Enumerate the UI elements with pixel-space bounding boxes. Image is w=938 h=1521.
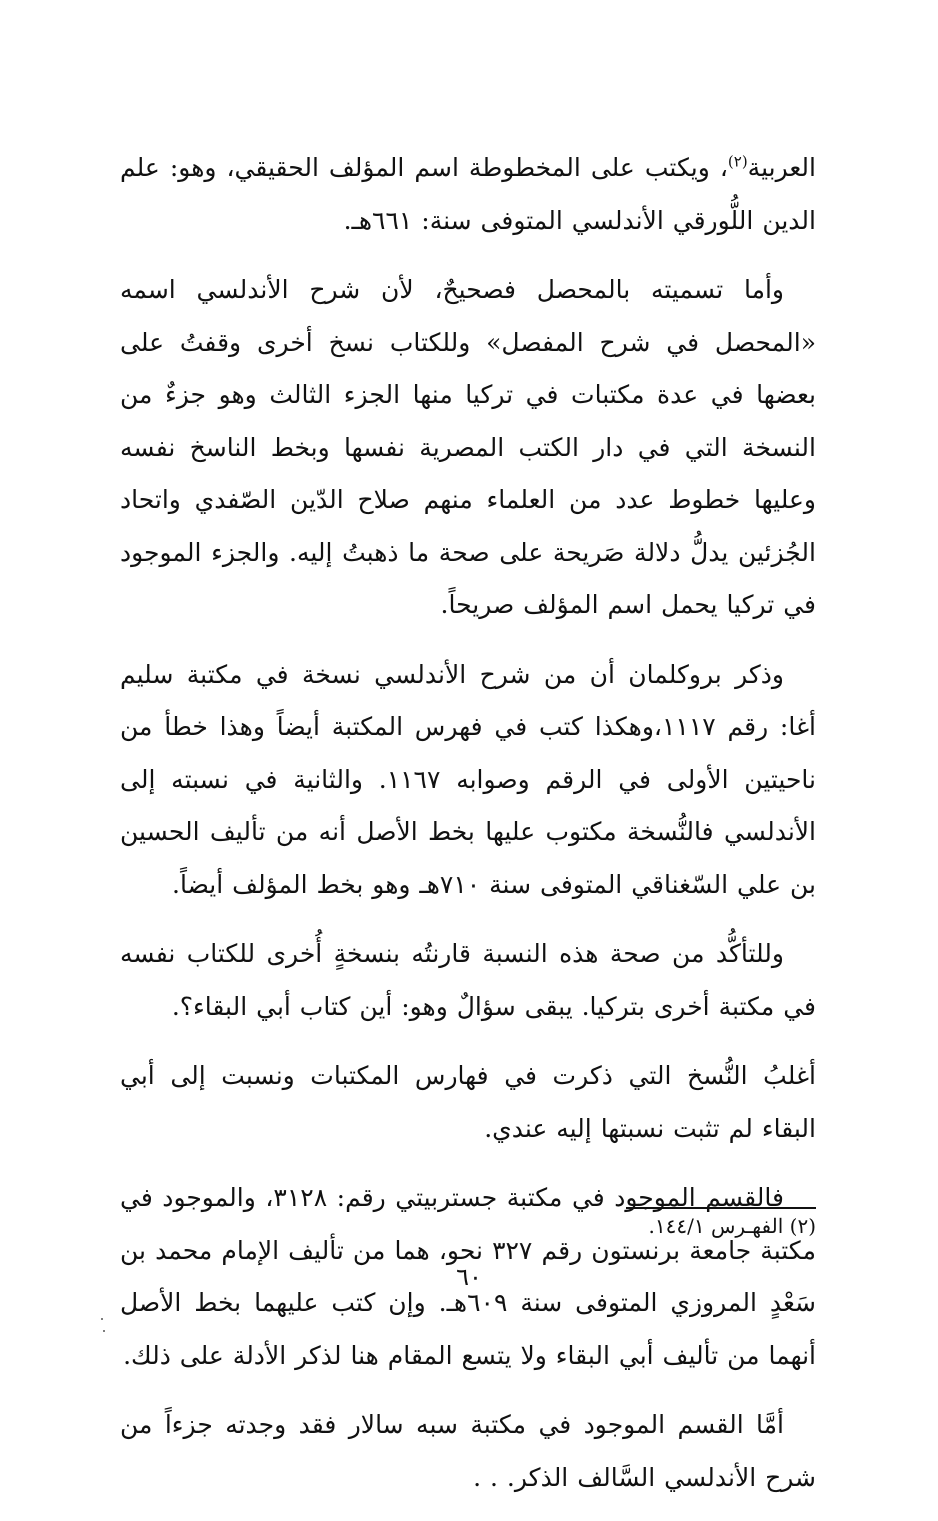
scan-speck (103, 1330, 105, 1332)
paragraph-7: أمَّا القسم الموجود في مكتبة سبه سالار فقد وجدته جزءاً من شرح الأندلسي السَّالف الذكر. . . (120, 1410, 816, 1492)
document-body (120, 142, 816, 1521)
scan-speck (101, 1318, 103, 1320)
footnote: (٢) الفهـرس ١٤٤/١. (648, 1214, 816, 1238)
paragraph-1 (120, 142, 816, 247)
paragraph-5: أغلبُ النُّسخ التي ذكرت في فهارس المكتبات ونسبت إلى أبي البقاء لم تثبت نسبتها إليه عندي. (120, 1061, 816, 1143)
paragraph-1-start: العربية (747, 153, 816, 182)
footnote-divider (626, 1207, 816, 1209)
paragraph-3: وذكر بروكلمان أن من شرح الأندلسي نسخة في مكتبة سليم أغا: رقم ١١١٧،وهكذا كتب في فهرس المكتبة أيضاً وهذا خطأ من ناحيتين الأولى في الرقم وصوابه ١١٦٧. والثانية في نسبته إلى الأندلسي فالنُّسخة مكتوب عليها بخط الأصل أنه من تأليف الحسين بن علي السّغناقي المتوفى سنة ٧١٠هـ وهو بخط المؤلف أيضاً. (120, 659, 816, 899)
paragraph-2: وأما تسميته بالمحصل فصحيحٌ، لأن شرح الأندلسي اسمه «المحصل في شرح المفصل» وللكتاب نسخ أخرى وقفتُ على بعضها في عدة مكتبات في تركيا منها الجزء الثالث وهو جزءٌ من النسخة التي في دار الكتب المصرية نفسها وبخط الناسخ نفسه وعليها خطوط عدد من العلماء منهم صلاح الدّين الصّفدي واتحاد الجُزئين يدلُّ دلالة صَريحة على صحة ما ذهبتُ إليه. والجزء الموجود في تركيا يحمل اسم المؤلف صريحاً. (120, 275, 816, 619)
footnote-marker: (٢) (727, 152, 748, 171)
paragraph-1-rest: ، ويكتب على المخطوطة اسم المؤلف الحقيقي، وهو: علم الدين اللُّورقي الأندلسي المتوفى سنة: ٦٦١هـ. (120, 153, 816, 235)
paragraph-4: وللتأكُّد من صحة هذه النسبة قارنتُه بنسخةٍ أُخرى للكتاب نفسه في مكتبة أخرى بتركيا. يبقى سؤالٌ وهو: أين كتاب أبي البقاء؟. (120, 939, 816, 1021)
paragraph-6: فالقسم الموجود في مكتبة جستربيتي رقم: ٣١٢٨، والموجود في مكتبة جامعة برنستون رقم ٣٢٧ نحو، هما من تأليف الإمام محمد بن سَعْدٍ المروزي المتوفى سنة ٦٠٩هـ. وإن كتب عليهما بخط الأصل أنهما من تأليف أبي البقاء ولا يتسع المقام هنا لذكر الأدلة على ذلك. (120, 1183, 816, 1370)
page-number: ٦٠ (456, 1263, 482, 1291)
